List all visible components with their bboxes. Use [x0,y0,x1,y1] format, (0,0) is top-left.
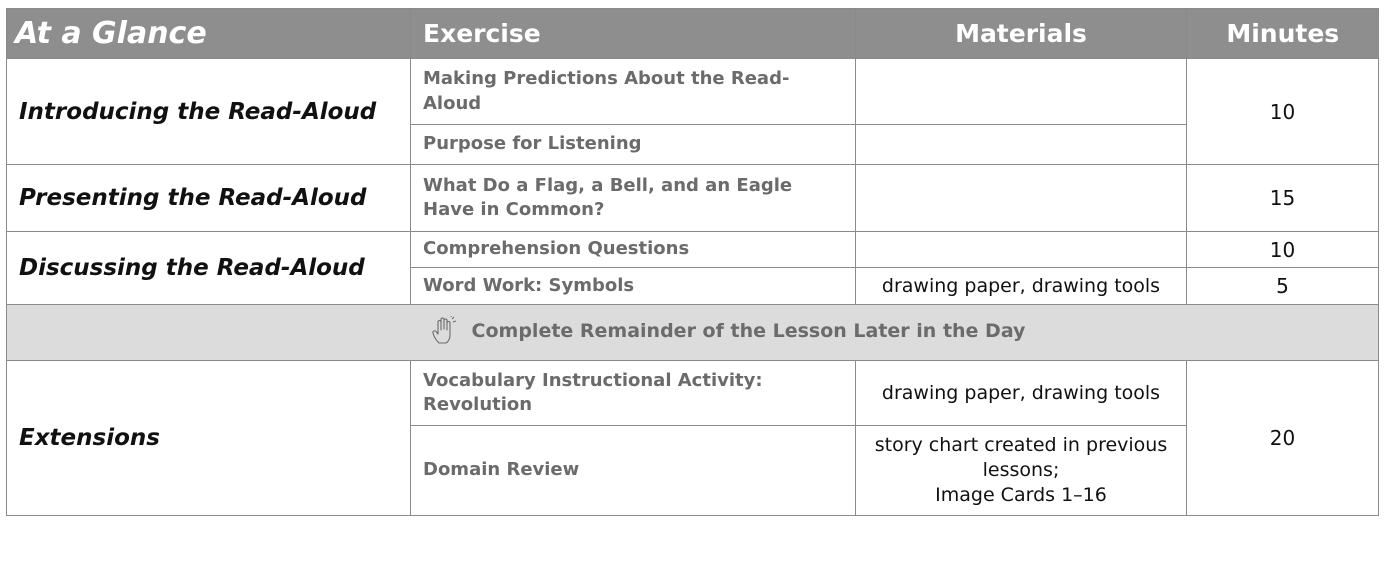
table-row [7,232,1379,268]
minutes-word-work: 5 [1187,268,1379,305]
section-presenting: Presenting the Read-Aloud [7,165,411,232]
section-extensions: Extensions [7,361,411,516]
minutes-extensions: 20 [1187,361,1379,516]
exercise-making-predictions: Making Predictions About the Read-Aloud [411,59,856,125]
materials-domain-review-line1: story chart created in previous lessons; [874,434,1168,482]
table-row [7,165,1379,232]
exercise-word-work-symbols: Word Work: Symbols [411,268,856,305]
section-discussing: Discussing the Read-Aloud [7,232,411,305]
exercise-domain-review: Domain Review [411,426,856,516]
materials-domain-review-line2: Image Cards 1–16 [935,483,1107,506]
at-a-glance-table [6,8,1379,516]
materials-cell-empty [856,165,1187,232]
minutes-column-header: Minutes [1187,9,1379,59]
hand-icon [430,316,458,346]
materials-word-work: drawing paper, drawing tools [856,268,1187,305]
section-introducing: Introducing the Read-Aloud [7,59,411,165]
exercise-comprehension-questions: Comprehension Questions [411,232,856,268]
exercise-purpose-for-listening: Purpose for Listening [411,125,856,165]
table-row [7,361,1379,426]
exercise-vocabulary-revolution: Vocabulary Instructional Activity: Revolution [411,361,856,426]
materials-domain-review [856,426,1187,516]
table-row [7,59,1379,125]
materials-cell-empty [856,232,1187,268]
exercise-flag-bell-eagle: What Do a Flag, a Bell, and an Eagle Have in Common? [411,165,856,232]
header-row [7,9,1379,59]
minutes-comprehension: 10 [1187,232,1379,268]
materials-column-header: Materials [856,9,1187,59]
banner-row [7,305,1379,361]
minutes-presenting: 15 [1187,165,1379,232]
materials-vocabulary: drawing paper, drawing tools [856,361,1187,426]
banner-text: Complete Remainder of the Lesson Later in the Day [471,319,1026,342]
later-in-day-banner [7,305,1379,361]
exercise-column-header: Exercise [411,9,856,59]
materials-cell-empty [856,59,1187,125]
minutes-introducing: 10 [1187,59,1379,165]
table-title: At a Glance [7,9,411,59]
materials-cell-empty [856,125,1187,165]
